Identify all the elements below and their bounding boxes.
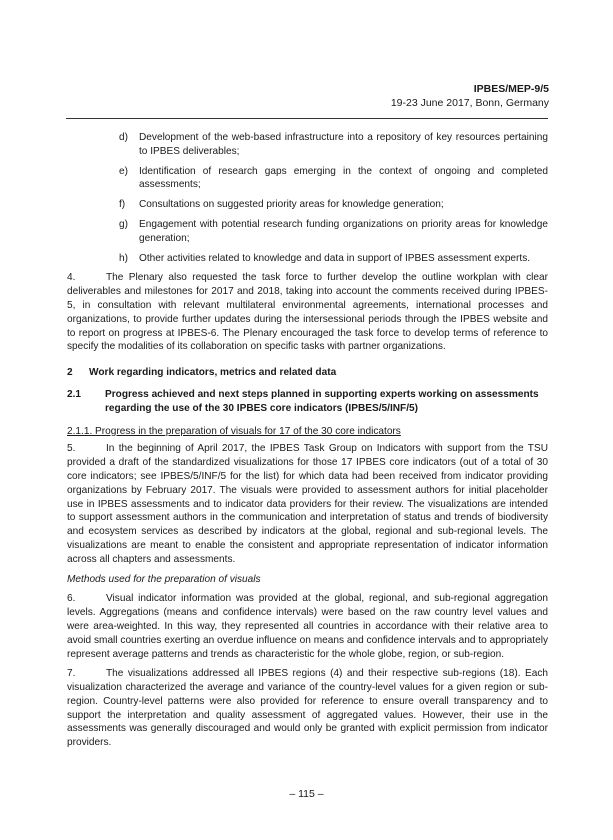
list-item-text: Consultations on suggested priority areas for knowledge generation;: [139, 199, 444, 211]
list-item: [119, 218, 548, 246]
section-heading-2: [67, 366, 548, 380]
paragraph-text: Visual indicator information was provided at the global, regional, and sub-regional aggregation levels. Aggregations (means and confidence intervals) were based on the raw country level values and were area-weighted. In this way, they represented all countries in accordance with their relative area to avoid small countries exerting an overdue influence on means and confidence intervals and to appropriately represent average patterns and trends as characteristic for the whole globe, region, or sub-region.: [67, 593, 548, 660]
list-item: [119, 131, 548, 159]
list-item-label: d): [119, 132, 128, 143]
paragraph-7: [67, 667, 548, 750]
list-item: [119, 165, 548, 193]
methods-subheading: Methods used for the preparation of visuals: [67, 573, 261, 585]
section-title: Progress achieved and next steps planned in supporting experts working on assessments regarding the use of the 30 IPBES core indicators (IPBES/5/INF/5): [105, 388, 539, 414]
section-number: 2.1: [67, 388, 82, 400]
page-header: [391, 82, 549, 110]
activity-list: [119, 131, 548, 265]
list-item-text: Other activities related to knowledge and data in support of IPBES assessment experts.: [139, 252, 531, 264]
paragraph-4: [67, 271, 548, 354]
document-code: IPBES/MEP-9/5: [473, 83, 549, 95]
paragraph-number: 4.: [67, 272, 76, 284]
section-heading-2-1-1: 2.1.1. Progress in the preparation of visuals for 17 of the 30 core indicators: [67, 425, 401, 437]
meeting-info: 19-23 June 2017, Bonn, Germany: [390, 97, 549, 109]
list-item-text: Development of the web-based infrastructure into a repository of key resources pertaining to IPBES deliverables;: [139, 132, 548, 157]
section-title: Work regarding indicators, metrics and related data: [89, 367, 337, 379]
paragraph-number: 7.: [67, 668, 76, 680]
paragraph-text: The Plenary also requested the task force to further develop the outline workplan with clear deliverables and milestones for 2017 and 2018, taking into account the comments received during IPBES-5, in consultation with relevant multilateral environmental agreements, international processes and organizations, to provide further updates during the intersessional periods through the IPBES website and to report on progress at IPBES-6. The Plenary encouraged the task force to develop terms of reference to specify the modalities of its collaboration on specific tasks with partner organizations.: [67, 272, 548, 353]
list-item-text: Identification of research gaps emerging in the context of ongoing and completed assessments;: [139, 165, 548, 191]
list-item-text: Engagement with potential research funding organizations on priority areas for knowledge generation;: [139, 218, 548, 244]
list-item-label: e): [119, 165, 128, 177]
list-item: [119, 252, 548, 266]
list-item: [119, 198, 548, 212]
paragraph-text: In the beginning of April 2017, the IPBES Task Group on Indicators with support from the TSU provided a draft of the standardized visualizations for those 17 IPBES core indicators (out of a total of 30 core indicators; see IPBES/5/INF/5 for the list) for which data had been received from indicator providing organizations by February 2017. The visuals were provided to assessment authors for initial placeholder use in IPBES assessments and to indicator data providers for their review. The visualizations are intended to support assessment authors in the communication and interpretation of status and trends of biodiversity and ecosystem services as described by indicators at the global, regional and sub-regional levels. The visualizations are meant to enable the consistent and appropriate representation of indicator information across all chapters and assessments.: [67, 443, 548, 565]
list-item-label: g): [119, 218, 128, 230]
paragraph-5: [67, 442, 548, 566]
page-number: – 115 –: [289, 788, 324, 800]
paragraph-number: 6.: [67, 593, 76, 605]
header-rule: [66, 118, 548, 119]
section-number: 2: [67, 367, 73, 379]
paragraph-6: [67, 592, 548, 661]
paragraph-number: 5.: [67, 443, 76, 455]
paragraph-text: The visualizations addressed all IPBES regions (4) and their respective sub-regions (18). Each visualization characterized the average and variance of the country-level values for a given region or sub-region. Country-level patterns were also provided for reference to ensure overall transparency and to support the interpretation and quality assessment of aggregated values. However, their use in the assessments was generally discouraged and would only be granted with explicit permission from indicator providers.: [67, 668, 548, 749]
section-heading-2-1: [67, 388, 548, 416]
document-body: [67, 131, 548, 756]
list-item-label: h): [119, 252, 128, 264]
list-item-label: f): [119, 199, 126, 211]
